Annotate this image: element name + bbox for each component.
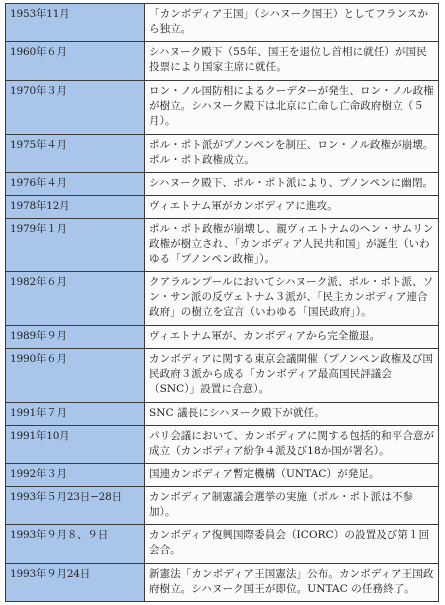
timeline-row xyxy=(6,195,439,218)
timeline-date: 1991年10月 xyxy=(6,425,145,463)
timeline-date: 1960年６月 xyxy=(6,42,145,80)
timeline-row xyxy=(6,80,439,134)
timeline-date: 1975年４月 xyxy=(6,134,145,172)
timeline-row xyxy=(6,218,439,272)
timeline-date: 1990年６月 xyxy=(6,349,145,403)
timeline-row xyxy=(6,563,439,601)
timeline-row xyxy=(6,464,439,487)
timeline-event: シハヌーク殿下、ポル・ポト派により、プノンペンに幽閉。 xyxy=(145,172,439,195)
timeline-event: 国連カンボディア暫定機構（UNTAC）が発足。 xyxy=(145,464,439,487)
timeline-event: クアラルンプールにおいてシハヌーク派、ポル・ポト派、ソン・サン派の反ヴェトナム３派が、「民主カンボディア連合政府」の樹立を宣言（いわゆる「国民政府」）。 xyxy=(145,272,439,326)
timeline-date: 1953年11月 xyxy=(6,4,145,42)
timeline-event: SNC 議長にシハヌーク殿下が就任。 xyxy=(145,402,439,425)
timeline-date: 1979年１月 xyxy=(6,218,145,272)
timeline-event: カンボディア復興国際委員会（ICORC）の設置及び第１回会合。 xyxy=(145,525,439,563)
timeline-event: ヴィエトナム軍が、カンボディアから完全撤退。 xyxy=(145,326,439,349)
timeline-row xyxy=(6,4,439,42)
timeline-event: 「カンボディア王国」（シハヌーク国王）としてフランスから独立。 xyxy=(145,4,439,42)
timeline-date: 1993年５月23日−28日 xyxy=(6,486,145,524)
timeline-date: 1978年12月 xyxy=(6,195,145,218)
timeline-event: ポル・ポト派がプノンペンを制圧、ロン・ノル政権が崩壊。ポル・ポト政権成立。 xyxy=(145,134,439,172)
timeline-date: 1991年７月 xyxy=(6,402,145,425)
timeline-event: ポル・ポト政権が崩壊し、親ヴィエトナムのヘン・サムリン政権が樹立され、「カンボディア人民共和国」が誕生（いわゆる「プノンペン政権」）。 xyxy=(145,218,439,272)
timeline-row xyxy=(6,272,439,326)
timeline-date: 1992年３月 xyxy=(6,464,145,487)
timeline-date: 1970年３月 xyxy=(6,80,145,134)
timeline-row xyxy=(6,402,439,425)
timeline-row xyxy=(6,525,439,563)
timeline-date: 1993年９月８、９日 xyxy=(6,525,145,563)
timeline-date: 1976年４月 xyxy=(6,172,145,195)
timeline-row xyxy=(6,326,439,349)
timeline-event: カンボディア制憲議会選挙の実施（ポル・ポト派は不参加）。 xyxy=(145,486,439,524)
timeline-date: 1989年９月 xyxy=(6,326,145,349)
timeline-row xyxy=(6,349,439,403)
timeline-event: カンボディアに関する東京会議開催（プノンペン政権及び国民政府３派から成る「カンボディア最高国民評議会（SNC）」設置に合意）。 xyxy=(145,349,439,403)
timeline-event: ヴィエトナム軍がカンボディアに進攻。 xyxy=(145,195,439,218)
timeline-row xyxy=(6,425,439,463)
timeline-date: 1982年６月 xyxy=(6,272,145,326)
timeline-row xyxy=(6,486,439,524)
timeline-table xyxy=(5,3,439,602)
timeline-row xyxy=(6,42,439,80)
timeline-row xyxy=(6,172,439,195)
timeline-event: シハヌーク殿下（55年、国王を退位し首相に就任）が国民投票により国家主席に就任。 xyxy=(145,42,439,80)
timeline-event: ロン・ノル国防相によるクーデターが発生、ロン・ノル政権が樹立。シハヌーク殿下は北京に亡命し亡命政府樹立（５月）。 xyxy=(145,80,439,134)
timeline-row xyxy=(6,134,439,172)
timeline-event: 新憲法「カンボディア王国憲法」公布。カンボディア王国政府樹立。シハヌーク国王が即位。UNTAC の任務終了。 xyxy=(145,563,439,601)
timeline-date: 1993年９月24日 xyxy=(6,563,145,601)
timeline-event: パリ会議において、カンボディアに関する包括的和平合意が成立（カンボディア紛争４派及び18か国が署名）。 xyxy=(145,425,439,463)
